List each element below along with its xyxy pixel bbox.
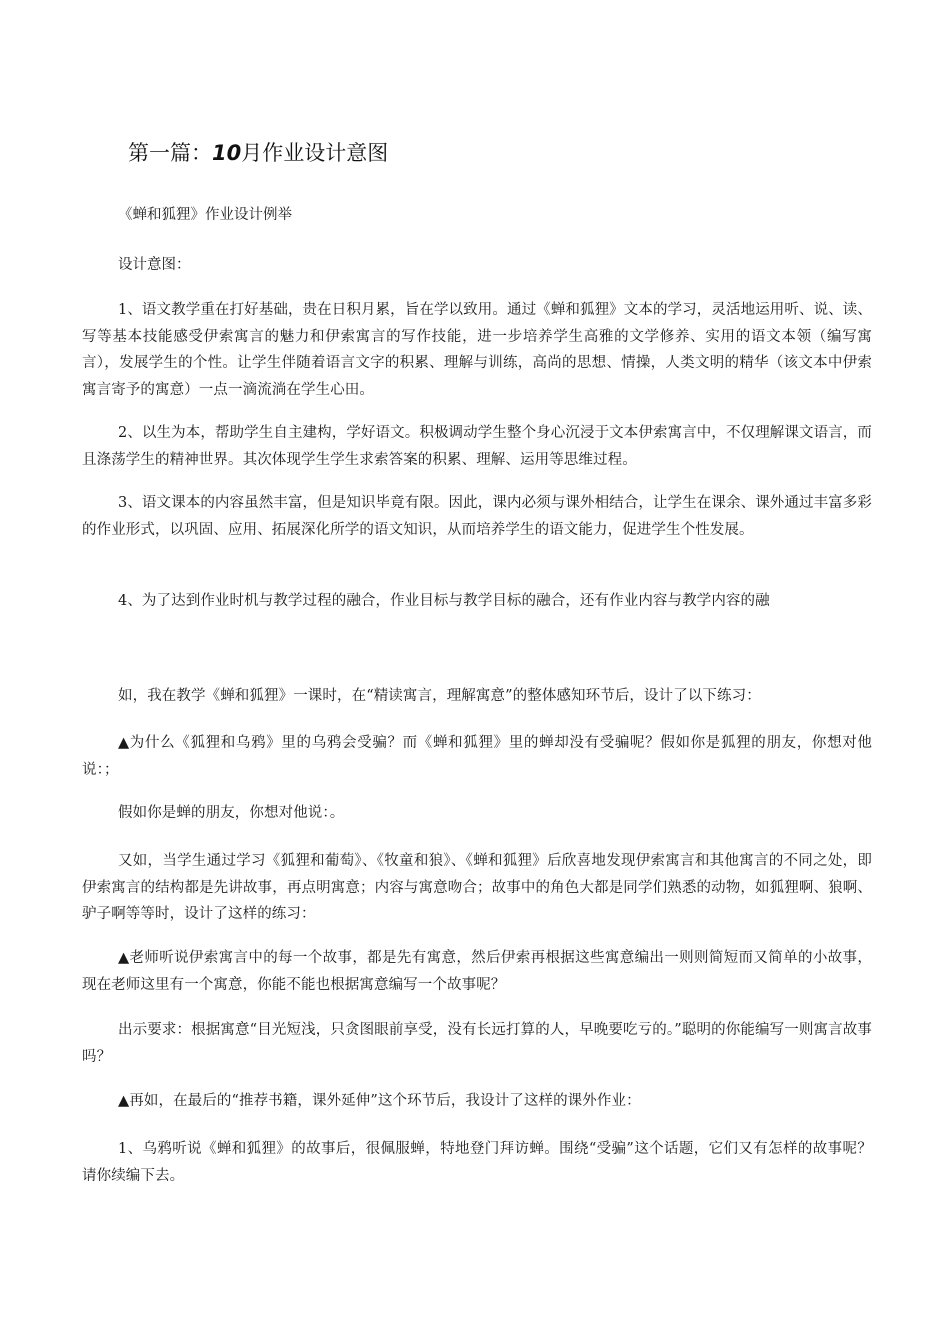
paragraph-exercise-1: ▲为什么《狐狸和乌鸦》里的乌鸦会受骗？而《蝉和狐狸》里的蝉却没有受骗呢？假如你是狐狸的朋友，你想对他说：；: [82, 735, 872, 778]
title-number: 10: [212, 141, 242, 165]
paragraph-intent-3: 3、语文课本的内容虽然丰富，但是知识毕竟有限。因此，课内必须与课外相结合，让学生在课余、课外通过丰富多彩的作业形式，以巩固、应用、拓展深化所学的语文知识，从而培养学生的语文能力，促进学生个性发展。: [82, 495, 872, 538]
title-suffix: 月作业设计意图: [241, 141, 389, 165]
paragraph-exercise-2: ▲老师听说伊索寓言中的每一个故事，都是先有寓意，然后伊索再根据这些寓意编出一则则简短而又简单的小故事，现在老师这里有一个寓意，你能不能也根据寓意编写一个故事呢？: [82, 950, 872, 993]
intent-label: 设计意图：: [118, 257, 191, 273]
paragraph-example-3: ▲再如，在最后的“推荐书籍，课外延伸”这个环节后，我设计了这样的课外作业：: [118, 1093, 641, 1109]
paragraph-intent-1: 1、语文教学重在打好基础，贵在日积月累，旨在学以致用。通过《蝉和狐狸》文本的学习，灵活地运用听、说、读、写等基本技能感受伊索寓言的魅力和伊索寓言的写作技能，进一步培养学生高雅的文学修养、实用的语文本领（编写寓言），发展学生的个性。让学生伴随着语言文字的积累、理解与训练，高尚的思想、情操，人类文明的精华（该文本中伊索寓言寄予的寓意）一点一滴流淌在学生心田。: [82, 302, 872, 398]
title-prefix: 第一篇：: [128, 141, 212, 165]
paragraph-exercise-1-cont: 假如你是蝉的朋友，你想对他说：。: [118, 805, 345, 821]
paragraph-homework-1: 1、乌鸦听说《蝉和狐狸》的故事后，很佩服蝉，特地登门拜访蝉。围绕“受骗”这个话题，它们又有怎样的故事呢？请你续编下去。: [82, 1141, 872, 1184]
paragraph-intent-4: 4、为了达到作业时机与教学过程的融合，作业目标与教学目标的融合，还有作业内容与教学内容的融: [118, 593, 770, 609]
paragraph-example-1: 如，我在教学《蝉和狐狸》一课时，在“精读寓言，理解寓意”的整体感知环节后，设计了以下练习：: [118, 688, 761, 704]
paragraph-requirement: 出示要求：根据寓意“目光短浅，只贪图眼前享受，没有长远打算的人，早晚要吃亏的。”聪明的你能编写一则寓言故事吗？: [82, 1022, 872, 1065]
document-subtitle: 《蝉和狐狸》作业设计例举: [118, 207, 292, 223]
paragraph-example-2: 又如，当学生通过学习《狐狸和葡萄》、《牧童和狼》、《蝉和狐狸》后欣喜地发现伊索寓言和其他寓言的不同之处，即伊索寓言的结构都是先讲故事，再点明寓意；内容与寓意吻合；故事中的角色大都是同学们熟悉的动物，如狐狸啊、狼啊、驴子啊等等时，设计了这样的练习：: [82, 853, 872, 922]
paragraph-intent-2: 2、以生为本，帮助学生自主建构，学好语文。积极调动学生整个身心沉浸于文本伊索寓言中，不仅理解课文语言，而且涤荡学生的精神世界。其次体现学生学生求索答案的积累、理解、运用等思维过程。: [82, 425, 872, 468]
document-title: [128, 138, 388, 168]
